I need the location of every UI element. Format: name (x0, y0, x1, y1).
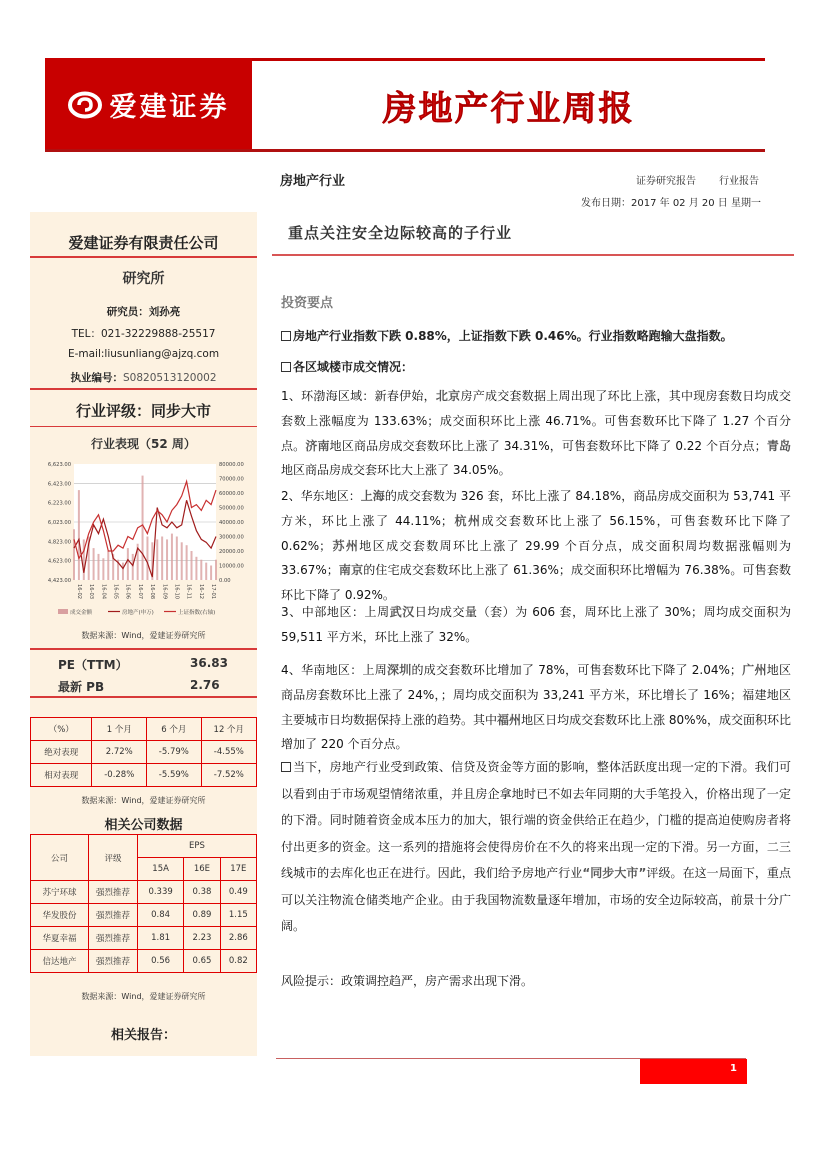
table-header-row (31, 718, 257, 741)
region-bohai-paragraph (281, 384, 791, 483)
region-east-paragraph (281, 484, 791, 608)
analyst-name: 刘孙亮 (148, 306, 181, 318)
volume-bar (205, 563, 207, 580)
table-row (31, 927, 257, 950)
right-axis-tick: 60000.00 (219, 491, 244, 497)
right-axis-tick: 20000.00 (219, 549, 244, 555)
left-axis-tick: 6,423.00 (47, 481, 71, 488)
perf-table-source: 数据来源：Wind，爱建证券研究所 (81, 796, 206, 805)
right-axis-tick: 70000.00 (219, 476, 244, 483)
header-cell: 1 个月 (92, 718, 147, 741)
legend-label: 房地产(申万) (122, 610, 154, 616)
volume-bar (97, 554, 99, 580)
city-name: 深圳 (386, 663, 412, 677)
text: 当下，房地产行业受到政策、信贷及资金等方面的影响，整体活跃度出现一定的下滑。我们可以看到由于市场观望情绪浓重，并且房企拿地时已不如去年同期的大手笔投入，价格出现了一定的下滑。同时随着资金成本压力的加大，银行端的资金供给正在趋少，门槛的提高迫使购房者将付出更多的资金。这一系列的措施将会使得房价在不久的将来出现一定的下滑。另一方面，二三线城市的去库化也正在进行。因此，我们给予房地产行业 (281, 760, 791, 880)
eps-cell: 0.89 (184, 904, 220, 927)
text: 地区商品房成交套数环比上涨了 34.31%，可售套数环比下降了 0.22 个百分点； (329, 438, 767, 453)
volume-bar (176, 537, 178, 581)
header-cell: （%） (31, 718, 92, 741)
row-label: 绝对表现 (31, 741, 92, 764)
region-central-paragraph (281, 600, 791, 650)
cell: -5.59% (147, 764, 202, 787)
volume-bar (161, 537, 163, 581)
volume-bar (83, 539, 85, 580)
right-axis-tick: 80000.00 (219, 462, 244, 468)
summary-bullet-regions (281, 358, 413, 375)
header-cell: 17E (220, 858, 256, 881)
divider (30, 388, 257, 390)
company-table-source: 数据来源：Wind，爱建证券研究所 (81, 992, 206, 1001)
volume-bar (78, 490, 80, 580)
table-row (31, 904, 257, 927)
cell: -0.28% (92, 764, 147, 787)
brand-logo (45, 58, 252, 151)
x-axis-tick: 16-11 (185, 584, 192, 600)
analyst-label: 研究员： (106, 306, 149, 318)
company-name-cell: 苏宁环球 (31, 881, 89, 904)
x-axis-tick: 16-10 (173, 584, 180, 600)
volume-bar (166, 539, 168, 580)
report-type-label: 证券研究报告 (636, 176, 696, 187)
city-name: 武汉 (389, 605, 415, 619)
left-axis-tick: 6,223.00 (47, 500, 71, 507)
volume-bar (191, 551, 193, 580)
header-cell: 评级 (89, 835, 138, 881)
related-reports-title: 相关报告： (110, 1028, 176, 1043)
eps-cell: 0.82 (220, 950, 256, 973)
rating-cell: 强烈推荐 (89, 950, 138, 973)
company-name-cell: 信达地产 (31, 950, 89, 973)
city-name: 福州 (497, 712, 522, 727)
company-data-title: 相关公司数据 (104, 818, 183, 833)
company-data-table (30, 834, 257, 973)
region-south-paragraph (281, 658, 791, 757)
sidebar (30, 212, 257, 1056)
eps-cell: 0.56 (138, 950, 184, 973)
cert-label: 执业编号： (70, 372, 123, 384)
risk-warning: 风险提示：政策调控趋严，房产需求出现下滑。 (281, 974, 534, 988)
text: 2、华东地区： (281, 489, 361, 503)
volume-bar (107, 551, 109, 580)
text: 房产成交套数据上周出现了环比上涨，其中现房套数日均成交套数上涨幅度为 133.63%；成交面积环比上涨 46.71%。可售套数环比下降了 1.27 个百分点。 (281, 389, 791, 453)
text: 成交套数环比上涨了 56.15%，可售套数环比下降了 0.62%； (281, 513, 791, 553)
volume-bar (102, 558, 104, 580)
headline-rule (272, 254, 794, 256)
text: 的成交套数为 326 套，环比上涨了 84.18%，商品房成交面积为 53,741 平方米，环比上涨了 44.11%； (281, 489, 791, 528)
table-row (31, 764, 257, 787)
industry-performance-chart (36, 452, 254, 620)
x-axis-tick: 16-06 (124, 584, 131, 600)
section-title: 投资要点 (281, 296, 334, 311)
left-axis-tick: 4,623.00 (47, 558, 71, 565)
summary-bullet-index (281, 327, 733, 344)
eps-cell: 0.38 (184, 881, 220, 904)
header-bottom-rule (45, 149, 765, 152)
x-axis-tick: 16-12 (197, 584, 204, 600)
table-row (31, 950, 257, 973)
cell: -4.55% (201, 741, 256, 764)
company-name-cell: 华发股份 (31, 904, 89, 927)
header-cell: EPS (138, 835, 257, 858)
pe-value: 36.83 (190, 656, 228, 670)
chart-source: 数据来源：Wind，爱建证券研究所 (81, 631, 206, 640)
volume-bar (132, 554, 134, 580)
report-category-label: 行业报告 (719, 176, 759, 187)
left-axis-tick: 4,423.00 (47, 578, 71, 584)
x-axis-tick: 16-05 (112, 584, 119, 600)
brand-name: 爱建证券 (109, 92, 230, 123)
row-label: 相对表现 (31, 764, 92, 787)
eps-cell: 1.81 (138, 927, 184, 950)
header-cell: 公司 (31, 835, 89, 881)
city-name: 上海 (360, 489, 385, 503)
rating-cell: 强烈推荐 (89, 881, 138, 904)
analyst (30, 304, 257, 319)
header-cell: 12 个月 (201, 718, 256, 741)
analyst-email[interactable]: E-mail:liusunliang@ajzq.com (67, 348, 220, 360)
text: 1、环渤海区域：新春伊始， (281, 389, 436, 403)
rating-cell: 强烈推荐 (89, 927, 138, 950)
text: 地区日均成交套数环比上涨 80%%，成交面积环比增加了 220 个百分点。 (281, 712, 791, 752)
cell: 2.72% (92, 741, 147, 764)
headline: 重点关注安全边际较高的子行业 (288, 224, 513, 242)
cert-number: S0820513120002 (122, 372, 217, 384)
bullet-text: 各区域楼市成交情况： (293, 360, 414, 374)
pb-label: 最新 PB (58, 680, 105, 694)
cell: -5.79% (147, 741, 202, 764)
volume-bar (73, 529, 75, 580)
volume-bar (171, 534, 173, 580)
city-name: 北京 (435, 389, 461, 403)
eps-cell: 0.49 (220, 881, 256, 904)
right-axis-tick: 30000.00 (219, 534, 244, 541)
x-axis-tick: 16-03 (88, 584, 95, 600)
industry-label: 房地产行业 (280, 174, 346, 189)
volume-bar (93, 548, 95, 580)
text: 地区成交套数周环比上涨了 29.99 个百分点，成交面积周均数据涨幅则为 33.67%； (281, 538, 791, 578)
volume-bar (210, 566, 212, 581)
text: 的住宅成交套数环比上涨了 61.36%；成交面积环比增幅为 76.38%。可售套数环比下降了 0.92%。 (281, 563, 791, 603)
city-name: 济南 (305, 438, 330, 453)
x-axis-tick: 16-09 (161, 584, 168, 600)
eps-cell: 0.339 (138, 881, 184, 904)
performance-table (30, 717, 257, 787)
right-axis-tick: 0.00 (219, 578, 231, 584)
rating-cell: 强烈推荐 (89, 904, 138, 927)
text: 评级。在这一局面下，重点可以关注物流仓储类地产企业。由于我国物流数量逐年增加，市场的安全边际较高，前景十分广阔。 (281, 866, 791, 933)
city-name: 杭州 (452, 513, 482, 528)
volume-bar (200, 560, 202, 580)
left-axis-tick: 6,623.00 (47, 462, 71, 468)
chart-svg (36, 452, 254, 620)
right-axis-tick: 50000.00 (219, 505, 244, 512)
text: 4、华南地区：上周 (281, 663, 387, 677)
legend-label: 成交金额 (70, 610, 93, 616)
eps-cell: 2.86 (220, 927, 256, 950)
divider (30, 426, 257, 427)
analyst-tel: TEL：021-32229888-25517 (71, 328, 216, 340)
table-row (31, 881, 257, 904)
text: 的成交套数环比增加了 78%，可售套数环比下降了 2.04%； (411, 663, 742, 677)
report-title: 房地产行业周报 (382, 88, 635, 129)
x-axis-tick: 16-04 (100, 584, 107, 600)
volume-bar (195, 557, 197, 580)
header-cell: 16E (184, 858, 220, 881)
eps-cell: 0.84 (138, 904, 184, 927)
x-axis-tick: 16-08 (149, 584, 156, 600)
checkbox-bullet-icon (281, 762, 291, 772)
company-name-cell: 华夏幸福 (31, 927, 89, 950)
right-axis-tick: 10000.00 (219, 563, 244, 570)
city-name: 广州 (741, 663, 767, 677)
header-cell: 6 个月 (147, 718, 202, 741)
city-name: 苏州 (331, 538, 360, 553)
city-name: 南京 (338, 563, 364, 578)
eps-cell: 0.65 (184, 950, 220, 973)
text: 地区商品房成交套环比大上涨了 34.05%。 (281, 463, 511, 478)
x-axis-tick: 16-07 (136, 584, 143, 600)
left-axis-tick: 6,023.00 (47, 520, 71, 526)
volume-bar (186, 545, 188, 580)
legend-label: 上证指数(右轴) (178, 610, 216, 616)
text: 地区商品房套数环比上涨了 24%，；周均成交面积为 33,241 平方米，环比增长了 16%；福建地区主要城市日均数据保持上涨的趋势。其中 (281, 663, 791, 727)
volume-bar (215, 560, 217, 580)
divider (30, 256, 257, 258)
cell: -7.52% (201, 764, 256, 787)
checkbox-bullet-icon (281, 331, 291, 341)
text: 日均成交量（套）为 606 套，周环比上涨了 30%；周均成交面积为 59,511 平方米，环比上涨了 32%。 (281, 605, 791, 644)
city-name: 青岛 (766, 438, 791, 453)
industry-rating: 行业评级：同步大市 (75, 402, 211, 420)
right-axis-tick: 40000.00 (219, 520, 244, 526)
pe-label: PE（TTM） (58, 658, 128, 672)
divider (30, 648, 257, 650)
x-axis-tick: 17-01 (210, 584, 216, 600)
header-cell: 15A (138, 858, 184, 881)
summary-paragraph (281, 754, 791, 940)
eps-cell: 1.15 (220, 904, 256, 927)
brand-swirl-icon (68, 91, 102, 119)
left-axis-tick: 4,823.00 (47, 539, 71, 546)
certification (30, 370, 257, 385)
department-name: 研究所 (122, 271, 165, 287)
page-number: 1 (640, 1059, 747, 1084)
volume-bar (156, 539, 158, 580)
volume-bar (122, 563, 124, 580)
checkbox-bullet-icon (281, 362, 291, 372)
company-name: 爱建证券有限责任公司 (68, 234, 219, 252)
bullet-text: 房地产行业指数下跌 0.88%，上证指数下跌 0.46%。行业指数略跑输大盘指数。 (293, 329, 733, 343)
volume-bar (142, 476, 144, 580)
text: 3、中部地区：上周 (281, 605, 390, 619)
pb-value: 2.76 (190, 678, 220, 692)
volume-bar (127, 548, 129, 580)
x-axis-tick: 16-02 (76, 584, 82, 600)
volume-bar (146, 537, 148, 581)
chart-title: 行业表现（52 周） (91, 437, 196, 451)
legend-swatch (58, 609, 68, 614)
table-row (31, 741, 257, 764)
divider (30, 696, 257, 698)
volume-bar (181, 542, 183, 580)
eps-cell: 2.23 (184, 927, 220, 950)
rating-highlight: “同步大市” (582, 866, 647, 880)
table-header-row (31, 835, 257, 858)
publish-date: 发布日期：2017 年 02 月 20 日 星期一 (581, 198, 761, 209)
